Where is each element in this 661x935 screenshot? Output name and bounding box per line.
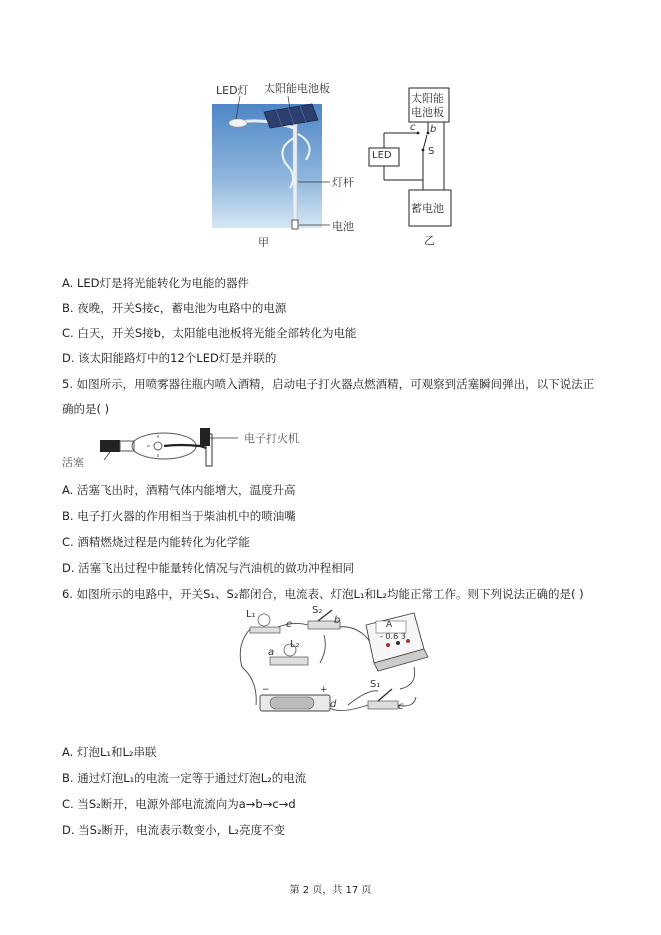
plug-label: 活塞 (62, 456, 84, 469)
figure-jia (206, 78, 366, 248)
figure-yi (366, 86, 466, 248)
q5-stem-line1: 5. 如图所示，用喷雾器往瓶内喷入酒精，启动电子打火器点燃酒精，可观察到活塞瞬间弹出，以下说法正 (62, 377, 595, 391)
q5-stem-line2: 确的是( ) (62, 402, 110, 416)
q5-option-b: B. 电子打火器的作用相当于柴油机中的喷油嘴 (62, 509, 296, 523)
contact-c-q6-label: c (398, 701, 404, 712)
contact-a-label: a (268, 647, 275, 658)
q4-option-c: C. 白天，开关S接b，太阳能电池板将光能全部转化为电能 (62, 326, 357, 340)
q5-option-d: D. 活塞飞出过程中能量转化情况与汽油机的做功冲程相同 (62, 561, 355, 575)
igniter-label: 电子打火机 (244, 432, 299, 445)
battery-minus-terminal: − (262, 685, 270, 695)
q6-stem: 6. 如图所示的电路中，开关S₁、S₂都闭合，电流表、灯泡L₁和L₂均能正常工作。则下列说法正确的是( ) (62, 587, 584, 601)
q5-option-c: C. 酒精燃烧过程是内能转化为化学能 (62, 535, 250, 549)
led-box-label: LED (372, 150, 392, 161)
q6-option-d: D. 当S₂断开，电流表示数变小，L₂亮度不变 (62, 823, 286, 837)
figure-jia-caption: 甲 (258, 236, 269, 249)
page-footer: 第 2 页，共 17 页 (289, 885, 372, 896)
q4-option-b: B. 夜晚，开关S接c，蓄电池为电路中的电源 (62, 301, 287, 315)
q5-option-a: A. 活塞飞出时，酒精气体内能增大，温度升高 (62, 483, 296, 497)
figure-yi-caption: 乙 (424, 234, 435, 247)
switch-s-label: S (428, 146, 435, 157)
contact-b-label: b (430, 124, 437, 135)
battery-label: 电池 (332, 220, 354, 233)
ammeter-scale: - 0.6 3 (380, 632, 406, 641)
l1-label: L₁ (246, 609, 256, 620)
s1-label: S₁ (370, 679, 381, 690)
s2-label: S₂ (312, 605, 323, 616)
contact-b-q6-label: b (334, 615, 341, 626)
q4-option-d: D. 该太阳能路灯中的12个LED灯是并联的 (62, 351, 277, 365)
l2-label: L₂ (290, 639, 300, 650)
led-lamp-label: LED灯 (216, 84, 249, 97)
ammeter-symbol: A (386, 620, 393, 630)
battery-box-label: 蓄电池 (411, 202, 444, 215)
solar-panel-label: 太阳能电池板 (264, 82, 330, 95)
panel-box-line1: 太阳能 (411, 92, 444, 105)
contact-e-label: e (286, 619, 293, 630)
contact-c-label: c (410, 122, 416, 133)
q6-option-a: A. 灯泡L₁和L₂串联 (62, 745, 157, 759)
battery-plus-terminal: + (320, 685, 328, 695)
panel-box-line2: 电池板 (411, 106, 444, 119)
q4-option-a: A. LED灯是将光能转化为电能的器件 (62, 276, 250, 290)
lamp-pole-label: 灯杆 (332, 176, 354, 189)
figure-q6 (228, 605, 444, 723)
figure-q5 (60, 424, 320, 474)
q6-option-b: B. 通过灯泡L₁的电流一定等于通过灯泡L₂的电流 (62, 771, 307, 785)
q6-option-c: C. 当S₂断开，电源外部电流流向为a→b→c→d (62, 797, 296, 811)
contact-d-label: d (330, 699, 337, 710)
